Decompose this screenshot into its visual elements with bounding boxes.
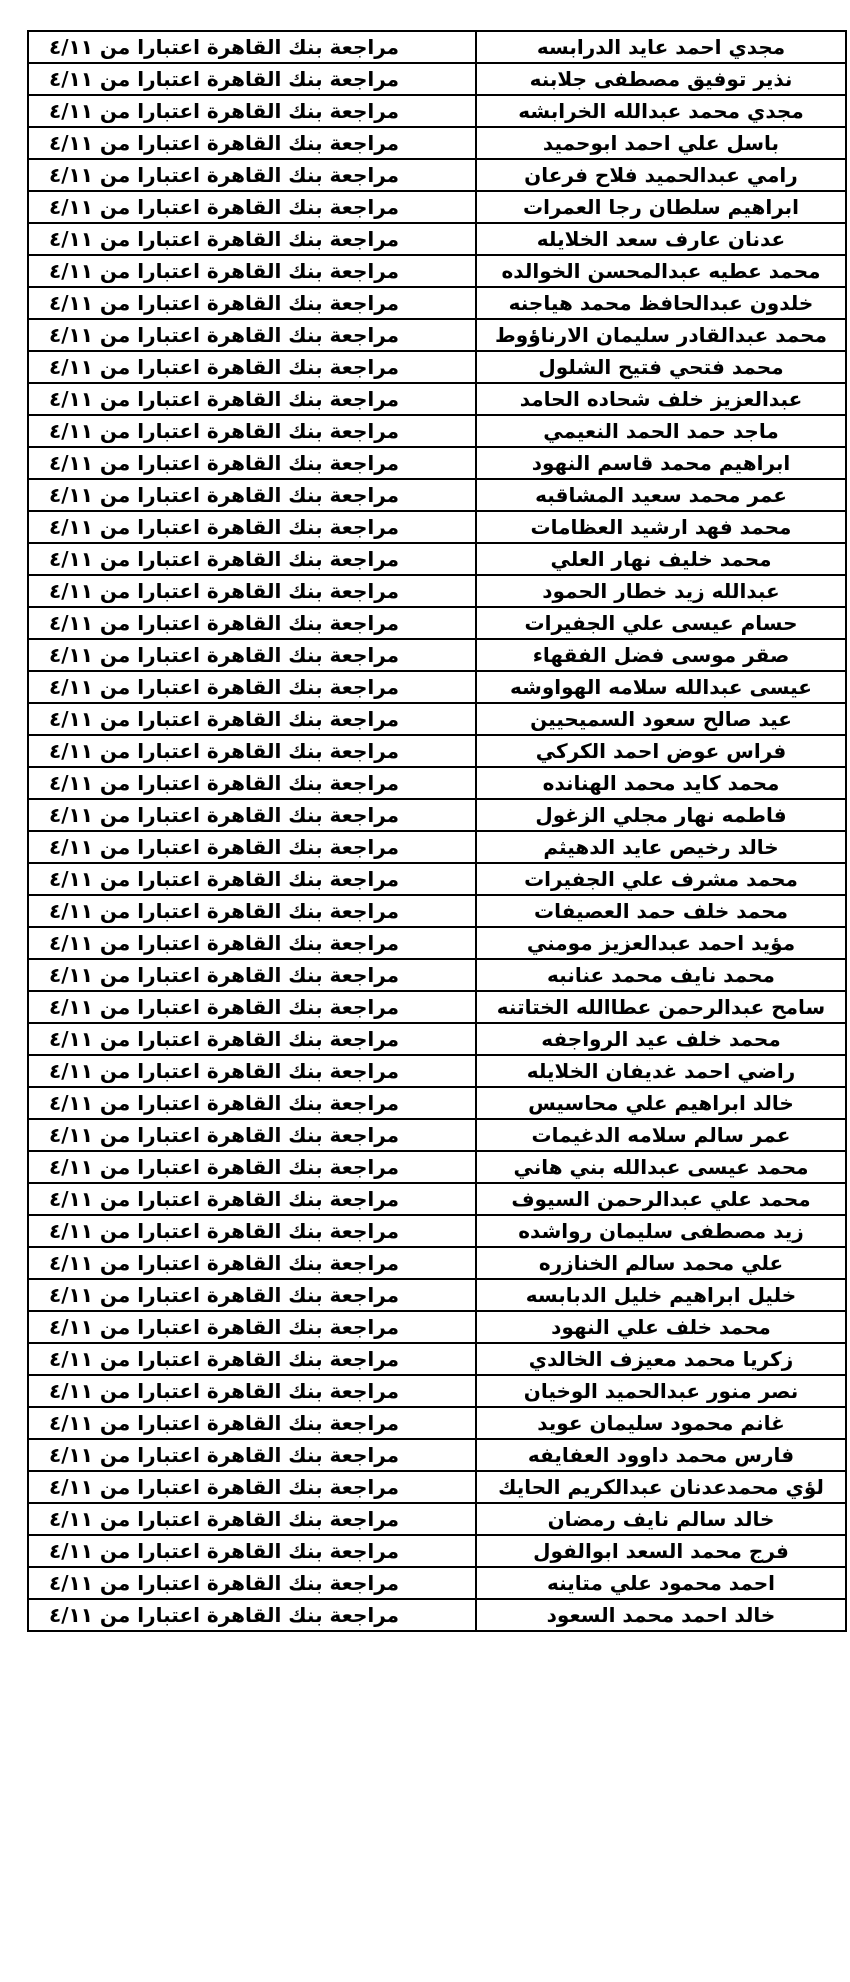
review-status-cell (28, 1151, 476, 1183)
review-status-text: مراجعة بنك القاهرة اعتبارا من ٤/١١ (49, 1091, 400, 1115)
review-status-cell (28, 895, 476, 927)
review-status-cell (28, 95, 476, 127)
table-row (28, 447, 846, 479)
person-name-cell: ابراهيم سلطان رجا العمرات (476, 191, 846, 223)
review-status-text: مراجعة بنك القاهرة اعتبارا من ٤/١١ (49, 1155, 400, 1179)
review-status-text: مراجعة بنك القاهرة اعتبارا من ٤/١١ (49, 835, 400, 859)
table-row (28, 1343, 846, 1375)
table-row (28, 895, 846, 927)
person-name-cell: ماجد حمد الحمد النعيمي (476, 415, 846, 447)
review-status-text: مراجعة بنك القاهرة اعتبارا من ٤/١١ (49, 867, 400, 891)
review-status-text: مراجعة بنك القاهرة اعتبارا من ٤/١١ (49, 1251, 400, 1275)
table-row (28, 1247, 846, 1279)
review-status-cell (28, 415, 476, 447)
review-status-text: مراجعة بنك القاهرة اعتبارا من ٤/١١ (49, 1219, 400, 1243)
review-status-text: مراجعة بنك القاهرة اعتبارا من ٤/١١ (49, 451, 400, 475)
review-status-cell (28, 1471, 476, 1503)
review-status-cell (28, 575, 476, 607)
table-row (28, 863, 846, 895)
person-name-cell: غانم محمود سليمان عويد (476, 1407, 846, 1439)
person-name-cell: عبدالعزيز خلف شحاده الحامد (476, 383, 846, 415)
table-row (28, 319, 846, 351)
review-status-text: مراجعة بنك القاهرة اعتبارا من ٤/١١ (49, 483, 400, 507)
table-row (28, 1023, 846, 1055)
review-status-text: مراجعة بنك القاهرة اعتبارا من ٤/١١ (49, 163, 400, 187)
review-status-cell (28, 511, 476, 543)
person-name-cell: خالد رخيص عايد الدهيثم (476, 831, 846, 863)
review-status-text: مراجعة بنك القاهرة اعتبارا من ٤/١١ (49, 1123, 400, 1147)
review-status-cell (28, 831, 476, 863)
table-row (28, 831, 846, 863)
table-row (28, 1311, 846, 1343)
review-status-cell (28, 607, 476, 639)
review-status-text: مراجعة بنك القاهرة اعتبارا من ٤/١١ (49, 1315, 400, 1339)
review-status-text: مراجعة بنك القاهرة اعتبارا من ٤/١١ (49, 675, 400, 699)
table-row (28, 415, 846, 447)
review-status-text: مراجعة بنك القاهرة اعتبارا من ٤/١١ (49, 1379, 400, 1403)
table-row (28, 1439, 846, 1471)
person-name-cell: محمد خليف نهار العلي (476, 543, 846, 575)
review-status-text: مراجعة بنك القاهرة اعتبارا من ٤/١١ (49, 419, 400, 443)
table-row (28, 351, 846, 383)
review-status-text: مراجعة بنك القاهرة اعتبارا من ٤/١١ (49, 1507, 400, 1531)
review-status-cell (28, 639, 476, 671)
person-name-cell: محمد مشرف علي الجفيرات (476, 863, 846, 895)
person-name-cell: علي محمد سالم الخنازره (476, 1247, 846, 1279)
table-row (28, 1567, 846, 1599)
review-status-cell (28, 223, 476, 255)
review-status-text: مراجعة بنك القاهرة اعتبارا من ٤/١١ (49, 899, 400, 923)
review-status-cell (28, 671, 476, 703)
review-status-cell (28, 447, 476, 479)
review-status-text: مراجعة بنك القاهرة اعتبارا من ٤/١١ (49, 963, 400, 987)
person-name-cell: زيد مصطفى سليمان رواشده (476, 1215, 846, 1247)
review-status-cell (28, 191, 476, 223)
review-status-text: مراجعة بنك القاهرة اعتبارا من ٤/١١ (49, 195, 400, 219)
review-status-text: مراجعة بنك القاهرة اعتبارا من ٤/١١ (49, 227, 400, 251)
review-status-cell (28, 479, 476, 511)
table-row (28, 959, 846, 991)
review-status-cell (28, 319, 476, 351)
review-status-cell (28, 1311, 476, 1343)
review-status-cell (28, 767, 476, 799)
review-status-cell (28, 1343, 476, 1375)
table-row (28, 735, 846, 767)
person-name-cell: احمد محمود علي متاينه (476, 1567, 846, 1599)
table-row (28, 799, 846, 831)
person-name-cell: محمد خلف حمد العصيفات (476, 895, 846, 927)
review-status-text: مراجعة بنك القاهرة اعتبارا من ٤/١١ (49, 739, 400, 763)
person-name-cell: خليل ابراهيم خليل الدبابسه (476, 1279, 846, 1311)
table-row (28, 703, 846, 735)
review-status-cell (28, 1055, 476, 1087)
review-status-cell (28, 991, 476, 1023)
person-name-cell: محمد فتحي فتيح الشلول (476, 351, 846, 383)
review-status-text: مراجعة بنك القاهرة اعتبارا من ٤/١١ (49, 355, 400, 379)
person-name-cell: حسام عيسى علي الجفيرات (476, 607, 846, 639)
table-row (28, 671, 846, 703)
person-name-cell: عدنان عارف سعد الخلايله (476, 223, 846, 255)
review-status-cell (28, 959, 476, 991)
table-row (28, 575, 846, 607)
review-status-cell (28, 1599, 476, 1631)
review-status-text: مراجعة بنك القاهرة اعتبارا من ٤/١١ (49, 611, 400, 635)
table-row (28, 1279, 846, 1311)
person-name-cell: مؤيد احمد عبدالعزيز مومني (476, 927, 846, 959)
review-status-text: مراجعة بنك القاهرة اعتبارا من ٤/١١ (49, 35, 400, 59)
review-status-text: مراجعة بنك القاهرة اعتبارا من ٤/١١ (49, 1027, 400, 1051)
person-name-cell: راضي احمد غديفان الخلايله (476, 1055, 846, 1087)
person-name-cell: نصر منور عبدالحميد الوخيان (476, 1375, 846, 1407)
person-name-cell: لؤي محمدعدنان عبدالكريم الحايك (476, 1471, 846, 1503)
person-name-cell: خالد سالم نايف رمضان (476, 1503, 846, 1535)
person-name-cell: نذير توفيق مصطفى جلابنه (476, 63, 846, 95)
review-status-cell (28, 383, 476, 415)
review-status-text: مراجعة بنك القاهرة اعتبارا من ٤/١١ (49, 1347, 400, 1371)
person-name-cell: محمد عيسى عبدالله بني هاني (476, 1151, 846, 1183)
review-status-text: مراجعة بنك القاهرة اعتبارا من ٤/١١ (49, 1283, 400, 1307)
review-status-cell (28, 63, 476, 95)
table-row (28, 383, 846, 415)
review-status-cell (28, 1279, 476, 1311)
review-status-text: مراجعة بنك القاهرة اعتبارا من ٤/١١ (49, 995, 400, 1019)
review-status-cell (28, 287, 476, 319)
table-row (28, 223, 846, 255)
person-name-cell: مجدي احمد عايد الدرابسه (476, 31, 846, 63)
table-row (28, 1471, 846, 1503)
review-status-text: مراجعة بنك القاهرة اعتبارا من ٤/١١ (49, 771, 400, 795)
review-status-cell (28, 1215, 476, 1247)
person-name-cell: محمد عبدالقادر سليمان الارناؤوط (476, 319, 846, 351)
review-status-text: مراجعة بنك القاهرة اعتبارا من ٤/١١ (49, 643, 400, 667)
review-status-text: مراجعة بنك القاهرة اعتبارا من ٤/١١ (49, 1411, 400, 1435)
review-status-cell (28, 255, 476, 287)
review-status-cell (28, 1023, 476, 1055)
review-status-cell (28, 863, 476, 895)
person-name-cell: محمد عطيه عبدالمحسن الخوالده (476, 255, 846, 287)
review-status-cell (28, 31, 476, 63)
table-body (28, 31, 846, 1631)
person-name-cell: محمد كايد محمد الهنانده (476, 767, 846, 799)
person-name-cell: محمد خلف عيد الرواجفه (476, 1023, 846, 1055)
review-status-cell (28, 543, 476, 575)
table-row (28, 31, 846, 63)
review-status-text: مراجعة بنك القاهرة اعتبارا من ٤/١١ (49, 803, 400, 827)
table-row (28, 63, 846, 95)
person-name-cell: صقر موسى فضل الفقهاء (476, 639, 846, 671)
person-name-cell: سامح عبدالرحمن عطاالله الختاتنه (476, 991, 846, 1023)
review-status-cell (28, 703, 476, 735)
review-status-cell (28, 351, 476, 383)
review-status-text: مراجعة بنك القاهرة اعتبارا من ٤/١١ (49, 579, 400, 603)
review-status-text: مراجعة بنك القاهرة اعتبارا من ٤/١١ (49, 931, 400, 955)
person-name-cell: رامي عبدالحميد فلاح فرعان (476, 159, 846, 191)
table-row (28, 159, 846, 191)
review-status-cell (28, 127, 476, 159)
person-name-cell: زكريا محمد معيزف الخالدي (476, 1343, 846, 1375)
table-row (28, 255, 846, 287)
person-name-cell: مجدي محمد عبدالله الخرابشه (476, 95, 846, 127)
review-status-cell (28, 1247, 476, 1279)
person-name-cell: عبدالله زيد خطار الحمود (476, 575, 846, 607)
person-name-cell: باسل علي احمد ابوحميد (476, 127, 846, 159)
review-status-cell (28, 1503, 476, 1535)
table-row (28, 543, 846, 575)
review-status-text: مراجعة بنك القاهرة اعتبارا من ٤/١١ (49, 67, 400, 91)
review-status-text: مراجعة بنك القاهرة اعتبارا من ٤/١١ (49, 1475, 400, 1499)
table-row (28, 127, 846, 159)
person-name-cell: فاطمه نهار مجلي الزغول (476, 799, 846, 831)
person-name-cell: محمد نايف محمد عنانبه (476, 959, 846, 991)
table-row (28, 1535, 846, 1567)
table-row (28, 1407, 846, 1439)
review-status-cell (28, 1119, 476, 1151)
review-status-text: مراجعة بنك القاهرة اعتبارا من ٤/١١ (49, 1539, 400, 1563)
review-status-cell (28, 799, 476, 831)
review-status-text: مراجعة بنك القاهرة اعتبارا من ٤/١١ (49, 1571, 400, 1595)
person-name-cell: عيسى عبدالله سلامه الهواوشه (476, 671, 846, 703)
table-row (28, 479, 846, 511)
person-name-cell: ابراهيم محمد قاسم النهود (476, 447, 846, 479)
review-status-text: مراجعة بنك القاهرة اعتبارا من ٤/١١ (49, 707, 400, 731)
review-status-text: مراجعة بنك القاهرة اعتبارا من ٤/١١ (49, 1443, 400, 1467)
person-name-cell: محمد علي عبدالرحمن السيوف (476, 1183, 846, 1215)
review-status-text: مراجعة بنك القاهرة اعتبارا من ٤/١١ (49, 1187, 400, 1211)
document-sheet (27, 30, 825, 1632)
person-name-cell: عمر سالم سلامه الدغيمات (476, 1119, 846, 1151)
person-name-cell: محمد فهد ارشيد العظامات (476, 511, 846, 543)
table-row (28, 1119, 846, 1151)
review-status-cell (28, 1087, 476, 1119)
review-status-text: مراجعة بنك القاهرة اعتبارا من ٤/١١ (49, 1059, 400, 1083)
table-row (28, 607, 846, 639)
review-status-cell (28, 1407, 476, 1439)
review-status-text: مراجعة بنك القاهرة اعتبارا من ٤/١١ (49, 323, 400, 347)
person-name-cell: فراس عوض احمد الكركي (476, 735, 846, 767)
table-row (28, 1375, 846, 1407)
review-status-cell (28, 159, 476, 191)
review-status-cell (28, 1183, 476, 1215)
person-name-cell: محمد خلف علي النهود (476, 1311, 846, 1343)
review-table (27, 30, 847, 1632)
table-row (28, 767, 846, 799)
review-status-text: مراجعة بنك القاهرة اعتبارا من ٤/١١ (49, 515, 400, 539)
review-status-cell (28, 735, 476, 767)
table-row (28, 1055, 846, 1087)
review-status-cell (28, 1567, 476, 1599)
review-status-text: مراجعة بنك القاهرة اعتبارا من ٤/١١ (49, 1603, 400, 1627)
person-name-cell: خالد احمد محمد السعود (476, 1599, 846, 1631)
table-row (28, 639, 846, 671)
review-status-cell (28, 1375, 476, 1407)
person-name-cell: فرج محمد السعد ابوالفول (476, 1535, 846, 1567)
person-name-cell: عيد صالح سعود السميحيين (476, 703, 846, 735)
review-status-cell (28, 927, 476, 959)
table-row (28, 927, 846, 959)
person-name-cell: خالد ابراهيم علي محاسيس (476, 1087, 846, 1119)
table-row (28, 287, 846, 319)
review-status-cell (28, 1439, 476, 1471)
table-row (28, 991, 846, 1023)
table-row (28, 191, 846, 223)
table-row (28, 1503, 846, 1535)
review-status-text: مراجعة بنك القاهرة اعتبارا من ٤/١١ (49, 387, 400, 411)
review-status-text: مراجعة بنك القاهرة اعتبارا من ٤/١١ (49, 131, 400, 155)
table-row (28, 1215, 846, 1247)
person-name-cell: فارس محمد داوود العفايفه (476, 1439, 846, 1471)
review-status-text: مراجعة بنك القاهرة اعتبارا من ٤/١١ (49, 547, 400, 571)
person-name-cell: خلدون عبدالحافظ محمد هياجنه (476, 287, 846, 319)
review-status-text: مراجعة بنك القاهرة اعتبارا من ٤/١١ (49, 99, 400, 123)
review-status-text: مراجعة بنك القاهرة اعتبارا من ٤/١١ (49, 259, 400, 283)
review-status-cell (28, 1535, 476, 1567)
review-status-text: مراجعة بنك القاهرة اعتبارا من ٤/١١ (49, 291, 400, 315)
table-row (28, 511, 846, 543)
person-name-cell: عمر محمد سعيد المشاقبه (476, 479, 846, 511)
table-row (28, 1599, 846, 1631)
table-row (28, 1087, 846, 1119)
table-row (28, 95, 846, 127)
table-row (28, 1183, 846, 1215)
table-row (28, 1151, 846, 1183)
